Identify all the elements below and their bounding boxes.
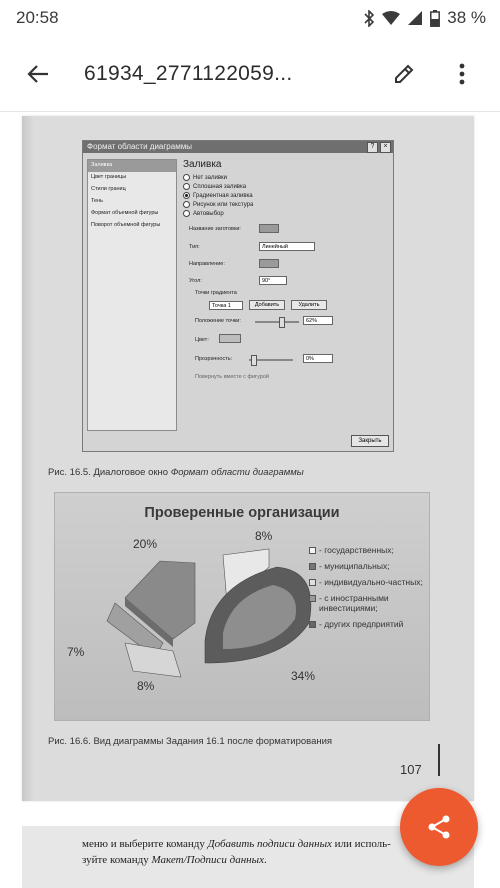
category-item: Формат объемной фигуры [91,210,159,216]
type-label: Тип: [189,244,200,250]
close-icon: × [380,142,391,153]
transparency-label: Прозрачность: [195,356,233,362]
fill-option: Сплошная заливка [183,183,246,190]
bluetooth-icon [363,10,375,27]
legend-item: - с иностранными инвестициями; [309,593,427,613]
data-label: 8% [137,679,155,693]
radio-icon [183,210,190,217]
document-page [22,116,474,801]
angle-field: 90° [259,276,287,285]
transparency-field: 0% [303,354,333,363]
preset-picker [259,224,279,233]
fill-option: Нет заливки [183,174,227,181]
format-dialog-image [82,140,394,452]
preset-label: Название заготовки: [189,226,241,232]
fill-panel [179,157,387,429]
edit-button[interactable] [384,54,424,94]
radio-icon [183,192,190,199]
data-label: 8% [255,529,273,543]
back-button[interactable] [18,54,58,94]
battery-icon [430,10,440,27]
stops-label: Точки градиента [195,290,237,296]
direction-label: Направление: [189,261,225,267]
legend-item: - государственных; [309,545,427,555]
fill-option: Автовыбор [183,210,224,217]
dialog-title: Формат области диаграммы [87,142,192,151]
radio-icon [183,174,190,181]
fill-option: Градиентная заливка [183,192,253,199]
app-bar [0,36,500,112]
legend-item: - других предприятий [309,619,427,629]
category-item: Цвет границы [91,174,127,180]
dialog-title-bar [83,141,393,153]
fill-option: Рисунок или текстура [183,201,253,208]
dialog-close-button: Закрыть [351,435,389,447]
radio-icon [183,183,190,190]
stop-position-slider [255,321,299,323]
status-icons [363,8,486,28]
chart-legend [309,545,427,635]
arrow-left-icon [26,62,50,86]
pencil-icon [392,62,416,86]
page-number: 107 [400,762,422,777]
direction-picker [259,259,279,268]
share-icon [426,814,452,840]
category-item: Тень [91,198,104,204]
panel-title: Заливка [183,159,222,170]
data-label: 7% [67,645,85,659]
figure-caption-2: Рис. 16.6. Вид диаграммы Задания 16.1 после форматирования [48,736,333,747]
legend-item: - индивидуально-частных; [309,577,427,587]
stop-position-field: 62% [303,316,333,325]
more-vert-icon [459,63,465,85]
angle-label: Угол: [189,278,202,284]
rotate-checkbox-label: Повернуть вместе с фигурой [195,374,269,380]
dialog-title-buttons [367,142,391,153]
signal-icon [407,10,423,26]
document-title: 61934_2771122059... [84,61,293,85]
type-select: Линейный [259,242,315,251]
category-item: Поворот объемной фигуры [91,222,161,228]
status-bar [0,0,500,36]
next-page-text: меню и выберите команду Добавить подписи данных или исполь- зуйте команду Макет/Подписи данных. [82,838,391,866]
category-list [87,159,177,431]
slider-thumb [251,355,257,366]
color-picker [219,334,241,343]
stop-select: Точка 1 [209,301,243,310]
figure-caption-1: Рис. 16.5. Диалоговое окно Формат области диаграммы [48,467,304,478]
category-item: Заливка [88,160,176,172]
add-stop-button: Добавить [249,300,285,310]
chart-title: Проверенные организации [144,505,340,521]
pie-chart [54,492,430,721]
share-button[interactable] [400,788,478,866]
data-label: 34% [291,669,316,683]
wifi-icon [382,11,400,26]
battery-percent: 38 % [447,8,486,27]
legend-item: - муниципальных; [309,561,427,571]
slider-thumb [279,317,285,328]
page-rule [438,744,440,776]
data-label: 20% [133,537,158,551]
pie-slice [125,643,181,677]
category-item: Стили границ [91,186,126,192]
page-edge [22,116,34,801]
remove-stop-button: Удалить [291,300,327,310]
radio-icon [183,201,190,208]
status-time: 20:58 [16,8,59,27]
more-options-button[interactable] [442,54,482,94]
stop-position-label: Положение точки: [195,318,241,324]
color-label: Цвет: [195,337,209,343]
help-icon: ? [367,142,378,153]
